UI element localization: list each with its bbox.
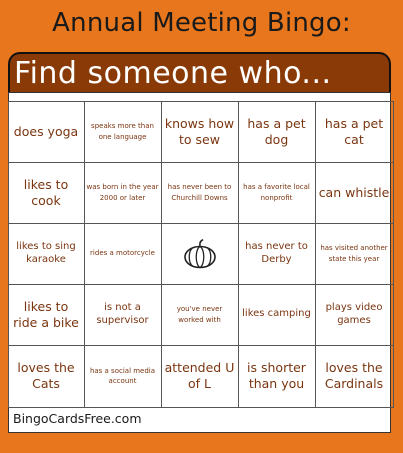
cell-text: has a pet cat: [324, 115, 384, 147]
cell-text: you've never worked with: [176, 305, 223, 324]
pumpkin-icon: [183, 239, 217, 269]
bingo-cell[interactable]: [315, 101, 394, 163]
bingo-cell[interactable]: [84, 162, 162, 224]
cell-text: attended U of L: [164, 360, 235, 391]
cell-text: knows how to sew: [164, 115, 235, 147]
bingo-cell[interactable]: [315, 284, 394, 346]
cell-text: speaks more than one language: [91, 122, 154, 141]
bingo-cell[interactable]: [238, 101, 316, 163]
bingo-cell[interactable]: [84, 345, 162, 408]
cell-text: has a pet dog: [247, 115, 306, 147]
bingo-grid: [8, 101, 393, 407]
bingo-cell[interactable]: [8, 284, 85, 346]
bingo-cell[interactable]: [84, 223, 162, 285]
bingo-cell[interactable]: [84, 284, 162, 346]
cell-text: has a favorite local nonprofit: [243, 183, 310, 202]
cell-text: likes to ride a bike: [13, 298, 79, 330]
bingo-cell[interactable]: [238, 162, 316, 224]
card-title: Annual Meeting Bingo:: [52, 8, 351, 38]
cell-text: likes to cook: [23, 176, 69, 208]
bingo-cell[interactable]: [161, 162, 239, 224]
cell-text: loves the Cardinals: [324, 360, 384, 391]
bingo-cell[interactable]: [161, 101, 239, 163]
footer-site-credit: BingoCardsFree.com: [13, 411, 142, 426]
bingo-cell[interactable]: [315, 223, 394, 285]
free-space[interactable]: [161, 223, 239, 285]
cell-text: has never to Derby: [245, 241, 308, 265]
cell-text: loves the Cats: [17, 360, 75, 391]
bingo-cell[interactable]: [315, 345, 394, 408]
cell-text: can whistle: [318, 184, 390, 200]
bingo-cell[interactable]: [8, 223, 85, 285]
cell-text: has visited another state this year: [320, 244, 388, 263]
cell-text: rides a motorcycle: [90, 249, 155, 258]
bingo-cell[interactable]: [315, 162, 394, 224]
cell-text: plays video games: [325, 302, 383, 326]
cell-text: likes to sing karaoke: [16, 241, 76, 265]
cell-text: has never been to Churchill Downs: [167, 183, 232, 202]
bingo-cell[interactable]: [8, 101, 85, 163]
cell-text: is shorter than you: [247, 360, 306, 391]
cell-text: has a social media account: [89, 366, 156, 385]
bingo-cell[interactable]: [8, 162, 85, 224]
bingo-cell[interactable]: [161, 345, 239, 408]
bingo-cell[interactable]: [238, 284, 316, 346]
bingo-cell[interactable]: [238, 223, 316, 285]
bingo-cell[interactable]: [8, 345, 85, 408]
cell-text: is not a supervisor: [96, 302, 149, 326]
cell-text: does yoga: [13, 123, 79, 139]
bingo-cell[interactable]: [238, 345, 316, 408]
subtitle-text: Find someone who...: [14, 56, 332, 91]
cell-text: likes camping: [242, 308, 311, 320]
bingo-cell[interactable]: [161, 284, 239, 346]
bingo-cell[interactable]: [84, 101, 162, 163]
cell-text: was born in the year 2000 or later: [86, 183, 159, 202]
